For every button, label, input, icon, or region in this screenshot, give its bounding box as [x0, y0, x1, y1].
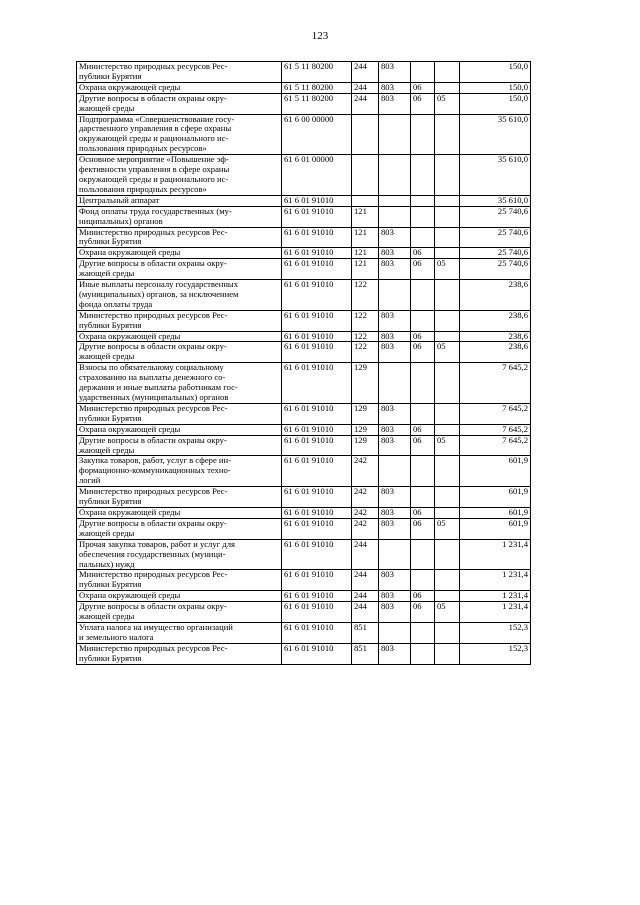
row-csr-cell: 61 6 01 91010: [282, 342, 352, 363]
table-row: [77, 259, 531, 280]
row-ved-cell: 803: [379, 518, 411, 539]
row-sum-cell: 238,6: [460, 310, 531, 331]
row-sum-cell: 1 231,4: [460, 602, 531, 623]
row-pr-cell: 05: [435, 342, 460, 363]
row-ved-cell: 803: [379, 82, 411, 93]
row-pr-cell: [435, 363, 460, 404]
table-row: [77, 310, 531, 331]
row-rz-cell: 06: [411, 259, 435, 280]
row-csr-cell: 61 6 01 91010: [282, 195, 352, 206]
row-name-cell: Другие вопросы в области охраны окру- жающей среды: [77, 518, 282, 539]
row-vr-cell: 244: [352, 82, 379, 93]
row-name-cell: Другие вопросы в области охраны окру- жающей среды: [77, 93, 282, 114]
budget-table: [76, 61, 531, 665]
row-sum-cell: 35 610,0: [460, 195, 531, 206]
row-sum-cell: 601,9: [460, 487, 531, 508]
row-sum-cell: 238,6: [460, 280, 531, 311]
row-pr-cell: 05: [435, 435, 460, 456]
table-row: [77, 539, 531, 570]
row-rz-cell: [411, 570, 435, 591]
row-name-cell: Взносы по обязательному социальному страхованию на выплаты денежного со- держания и иные выплаты работникам гос- ударственных (муниципальных) органов: [77, 363, 282, 404]
row-csr-cell: 61 5 11 80200: [282, 82, 352, 93]
row-vr-cell: 244: [352, 539, 379, 570]
row-csr-cell: 61 6 01 91010: [282, 248, 352, 259]
row-ved-cell: [379, 539, 411, 570]
row-vr-cell: 129: [352, 403, 379, 424]
row-ved-cell: [379, 363, 411, 404]
row-pr-cell: [435, 227, 460, 248]
row-name-cell: Центральный аппарат: [77, 195, 282, 206]
row-csr-cell: 61 6 01 91010: [282, 518, 352, 539]
row-pr-cell: [435, 403, 460, 424]
table-row: [77, 424, 531, 435]
row-name-cell: Охрана окружающей среды: [77, 331, 282, 342]
row-sum-cell: 601,9: [460, 518, 531, 539]
table-row: [77, 403, 531, 424]
row-ved-cell: 803: [379, 403, 411, 424]
row-rz-cell: [411, 310, 435, 331]
row-rz-cell: 06: [411, 82, 435, 93]
row-ved-cell: [379, 155, 411, 196]
row-sum-cell: 25 740,6: [460, 259, 531, 280]
row-rz-cell: 06: [411, 331, 435, 342]
row-pr-cell: [435, 206, 460, 227]
row-csr-cell: 61 5 11 80200: [282, 62, 352, 83]
row-csr-cell: 61 6 01 91010: [282, 363, 352, 404]
table-row: [77, 82, 531, 93]
row-name-cell: Уплата налога на имущество организаций и земельного налога: [77, 622, 282, 643]
row-ved-cell: 803: [379, 591, 411, 602]
row-name-cell: Министерство природных ресурсов Рес- публики Бурятия: [77, 62, 282, 83]
row-pr-cell: 05: [435, 602, 460, 623]
row-csr-cell: 61 6 01 91010: [282, 310, 352, 331]
row-vr-cell: 244: [352, 570, 379, 591]
table-row: [77, 507, 531, 518]
row-name-cell: Фонд оплаты труда государственных (му- ниципальных) органов: [77, 206, 282, 227]
row-csr-cell: 61 6 01 91010: [282, 570, 352, 591]
row-sum-cell: 7 645,2: [460, 435, 531, 456]
row-vr-cell: 244: [352, 591, 379, 602]
row-vr-cell: [352, 114, 379, 155]
row-vr-cell: 122: [352, 280, 379, 311]
row-pr-cell: [435, 82, 460, 93]
row-rz-cell: 06: [411, 518, 435, 539]
row-sum-cell: 152,3: [460, 643, 531, 664]
row-rz-cell: 06: [411, 424, 435, 435]
row-ved-cell: [379, 622, 411, 643]
table-row: [77, 622, 531, 643]
row-sum-cell: 25 740,6: [460, 227, 531, 248]
row-csr-cell: 61 6 01 91010: [282, 424, 352, 435]
row-csr-cell: 61 6 01 91010: [282, 227, 352, 248]
row-csr-cell: 61 6 01 91010: [282, 622, 352, 643]
row-pr-cell: [435, 195, 460, 206]
table-row: [77, 93, 531, 114]
row-rz-cell: [411, 114, 435, 155]
table-row: [77, 280, 531, 311]
table-row: [77, 456, 531, 487]
table-row: [77, 342, 531, 363]
row-pr-cell: [435, 62, 460, 83]
row-sum-cell: 7 645,2: [460, 363, 531, 404]
row-csr-cell: 61 6 01 91010: [282, 539, 352, 570]
table-row: [77, 155, 531, 196]
row-ved-cell: 803: [379, 227, 411, 248]
row-csr-cell: 61 6 01 91010: [282, 280, 352, 311]
row-rz-cell: [411, 487, 435, 508]
row-vr-cell: 122: [352, 342, 379, 363]
row-pr-cell: [435, 643, 460, 664]
row-sum-cell: 150,0: [460, 93, 531, 114]
table-row: [77, 570, 531, 591]
row-ved-cell: 803: [379, 259, 411, 280]
row-ved-cell: 803: [379, 248, 411, 259]
row-sum-cell: 601,9: [460, 456, 531, 487]
row-rz-cell: [411, 195, 435, 206]
table-row: [77, 62, 531, 83]
row-name-cell: Охрана окружающей среды: [77, 82, 282, 93]
row-vr-cell: 129: [352, 363, 379, 404]
row-name-cell: Охрана окружающей среды: [77, 507, 282, 518]
row-vr-cell: 121: [352, 248, 379, 259]
row-sum-cell: 238,6: [460, 331, 531, 342]
row-pr-cell: [435, 424, 460, 435]
row-pr-cell: [435, 248, 460, 259]
row-sum-cell: 1 231,4: [460, 539, 531, 570]
row-name-cell: Министерство природных ресурсов Рес- публики Бурятия: [77, 487, 282, 508]
row-rz-cell: [411, 227, 435, 248]
row-name-cell: Прочая закупка товаров, работ и услуг для обеспечения государственных (муници- пальных) нужд: [77, 539, 282, 570]
row-ved-cell: 803: [379, 310, 411, 331]
row-pr-cell: [435, 591, 460, 602]
row-sum-cell: 601,9: [460, 507, 531, 518]
row-csr-cell: 61 6 01 91010: [282, 435, 352, 456]
row-vr-cell: [352, 155, 379, 196]
row-pr-cell: [435, 114, 460, 155]
row-name-cell: Подпрограмма «Совершенствование госу- дарственного управления в сфере охраны окружающей среды и рационального ис- пользования природных ресурсов»: [77, 114, 282, 155]
row-name-cell: Охрана окружающей среды: [77, 424, 282, 435]
row-rz-cell: [411, 456, 435, 487]
row-rz-cell: 06: [411, 248, 435, 259]
row-csr-cell: 61 6 01 91010: [282, 331, 352, 342]
row-rz-cell: [411, 62, 435, 83]
row-vr-cell: 121: [352, 206, 379, 227]
row-vr-cell: 242: [352, 487, 379, 508]
table-row: [77, 643, 531, 664]
row-vr-cell: 121: [352, 227, 379, 248]
row-rz-cell: [411, 206, 435, 227]
row-pr-cell: [435, 570, 460, 591]
row-rz-cell: 06: [411, 602, 435, 623]
table-row: [77, 518, 531, 539]
row-sum-cell: 150,0: [460, 62, 531, 83]
row-pr-cell: 05: [435, 518, 460, 539]
row-vr-cell: 851: [352, 643, 379, 664]
table-row: [77, 591, 531, 602]
row-pr-cell: [435, 622, 460, 643]
row-sum-cell: 35 610,0: [460, 155, 531, 196]
table-row: [77, 331, 531, 342]
row-sum-cell: 25 740,6: [460, 206, 531, 227]
row-name-cell: Министерство природных ресурсов Рес- публики Бурятия: [77, 403, 282, 424]
row-pr-cell: [435, 331, 460, 342]
row-name-cell: Министерство природных ресурсов Рес- публики Бурятия: [77, 310, 282, 331]
row-sum-cell: 1 231,4: [460, 591, 531, 602]
row-rz-cell: [411, 622, 435, 643]
row-csr-cell: 61 6 01 91010: [282, 259, 352, 280]
row-rz-cell: 06: [411, 435, 435, 456]
row-csr-cell: 61 6 01 91010: [282, 206, 352, 227]
row-rz-cell: 06: [411, 591, 435, 602]
row-name-cell: Охрана окружающей среды: [77, 591, 282, 602]
row-ved-cell: 803: [379, 487, 411, 508]
row-csr-cell: 61 6 01 00000: [282, 155, 352, 196]
table-row: [77, 195, 531, 206]
table-row: [77, 363, 531, 404]
table-row: [77, 114, 531, 155]
row-sum-cell: 25 740,6: [460, 248, 531, 259]
row-rz-cell: 06: [411, 93, 435, 114]
row-rz-cell: [411, 643, 435, 664]
row-vr-cell: 242: [352, 518, 379, 539]
row-pr-cell: [435, 456, 460, 487]
table-row: [77, 248, 531, 259]
row-vr-cell: 129: [352, 424, 379, 435]
row-rz-cell: [411, 363, 435, 404]
row-name-cell: Министерство природных ресурсов Рес- публики Бурятия: [77, 227, 282, 248]
row-sum-cell: 7 645,2: [460, 403, 531, 424]
table-row: [77, 435, 531, 456]
row-ved-cell: 803: [379, 331, 411, 342]
row-pr-cell: 05: [435, 259, 460, 280]
row-ved-cell: [379, 280, 411, 311]
row-name-cell: Охрана окружающей среды: [77, 248, 282, 259]
row-vr-cell: 129: [352, 435, 379, 456]
row-vr-cell: 122: [352, 310, 379, 331]
row-name-cell: Иные выплаты персоналу государственных (муниципальных) органов, за исключением фонда оплаты труда: [77, 280, 282, 311]
row-pr-cell: 05: [435, 93, 460, 114]
row-pr-cell: [435, 539, 460, 570]
row-ved-cell: [379, 114, 411, 155]
row-csr-cell: 61 6 01 91010: [282, 487, 352, 508]
row-pr-cell: [435, 155, 460, 196]
row-pr-cell: [435, 310, 460, 331]
row-ved-cell: 803: [379, 93, 411, 114]
row-vr-cell: 244: [352, 602, 379, 623]
row-csr-cell: 61 6 01 91010: [282, 643, 352, 664]
row-ved-cell: [379, 206, 411, 227]
row-csr-cell: 61 6 00 00000: [282, 114, 352, 155]
row-vr-cell: 122: [352, 331, 379, 342]
row-ved-cell: 803: [379, 424, 411, 435]
row-csr-cell: 61 6 01 91010: [282, 591, 352, 602]
row-name-cell: Другие вопросы в области охраны окру- жающей среды: [77, 602, 282, 623]
row-rz-cell: [411, 280, 435, 311]
row-sum-cell: 238,6: [460, 342, 531, 363]
row-rz-cell: [411, 539, 435, 570]
row-name-cell: Министерство природных ресурсов Рес- публики Бурятия: [77, 643, 282, 664]
row-ved-cell: 803: [379, 643, 411, 664]
row-ved-cell: 803: [379, 570, 411, 591]
row-pr-cell: [435, 280, 460, 311]
row-vr-cell: 242: [352, 507, 379, 518]
row-sum-cell: 152,3: [460, 622, 531, 643]
row-ved-cell: 803: [379, 62, 411, 83]
row-name-cell: Другие вопросы в области охраны окру- жающей среды: [77, 342, 282, 363]
row-vr-cell: 244: [352, 62, 379, 83]
row-rz-cell: 06: [411, 507, 435, 518]
row-name-cell: Министерство природных ресурсов Рес- публики Бурятия: [77, 570, 282, 591]
row-ved-cell: [379, 195, 411, 206]
table-row: [77, 602, 531, 623]
row-name-cell: Основное мероприятие «Повышение эф- фективности управления в сфере охраны окружающей среды и рационального ис- пользования природных ресурсов»: [77, 155, 282, 196]
row-name-cell: Другие вопросы в области охраны окру- жающей среды: [77, 435, 282, 456]
row-csr-cell: 61 5 11 80200: [282, 93, 352, 114]
row-ved-cell: [379, 456, 411, 487]
row-ved-cell: 803: [379, 507, 411, 518]
table-row: [77, 206, 531, 227]
row-vr-cell: 244: [352, 93, 379, 114]
row-csr-cell: 61 6 01 91010: [282, 403, 352, 424]
table-row: [77, 487, 531, 508]
row-ved-cell: 803: [379, 602, 411, 623]
row-name-cell: Другие вопросы в области охраны окру- жающей среды: [77, 259, 282, 280]
row-sum-cell: 7 645,2: [460, 424, 531, 435]
row-ved-cell: 803: [379, 435, 411, 456]
row-vr-cell: 242: [352, 456, 379, 487]
row-vr-cell: 851: [352, 622, 379, 643]
row-rz-cell: [411, 155, 435, 196]
row-vr-cell: [352, 195, 379, 206]
page-number: 123: [311, 30, 329, 42]
row-vr-cell: 121: [352, 259, 379, 280]
row-sum-cell: 150,0: [460, 82, 531, 93]
row-rz-cell: 06: [411, 342, 435, 363]
row-csr-cell: 61 6 01 91010: [282, 507, 352, 518]
row-csr-cell: 61 6 01 91010: [282, 602, 352, 623]
row-name-cell: Закупка товаров, работ, услуг в сфере ин- формационно-коммуникационных техно- логий: [77, 456, 282, 487]
row-csr-cell: 61 6 01 91010: [282, 456, 352, 487]
row-pr-cell: [435, 487, 460, 508]
row-sum-cell: 1 231,4: [460, 570, 531, 591]
row-sum-cell: 35 610,0: [460, 114, 531, 155]
row-pr-cell: [435, 507, 460, 518]
row-rz-cell: [411, 403, 435, 424]
row-ved-cell: 803: [379, 342, 411, 363]
table-row: [77, 227, 531, 248]
